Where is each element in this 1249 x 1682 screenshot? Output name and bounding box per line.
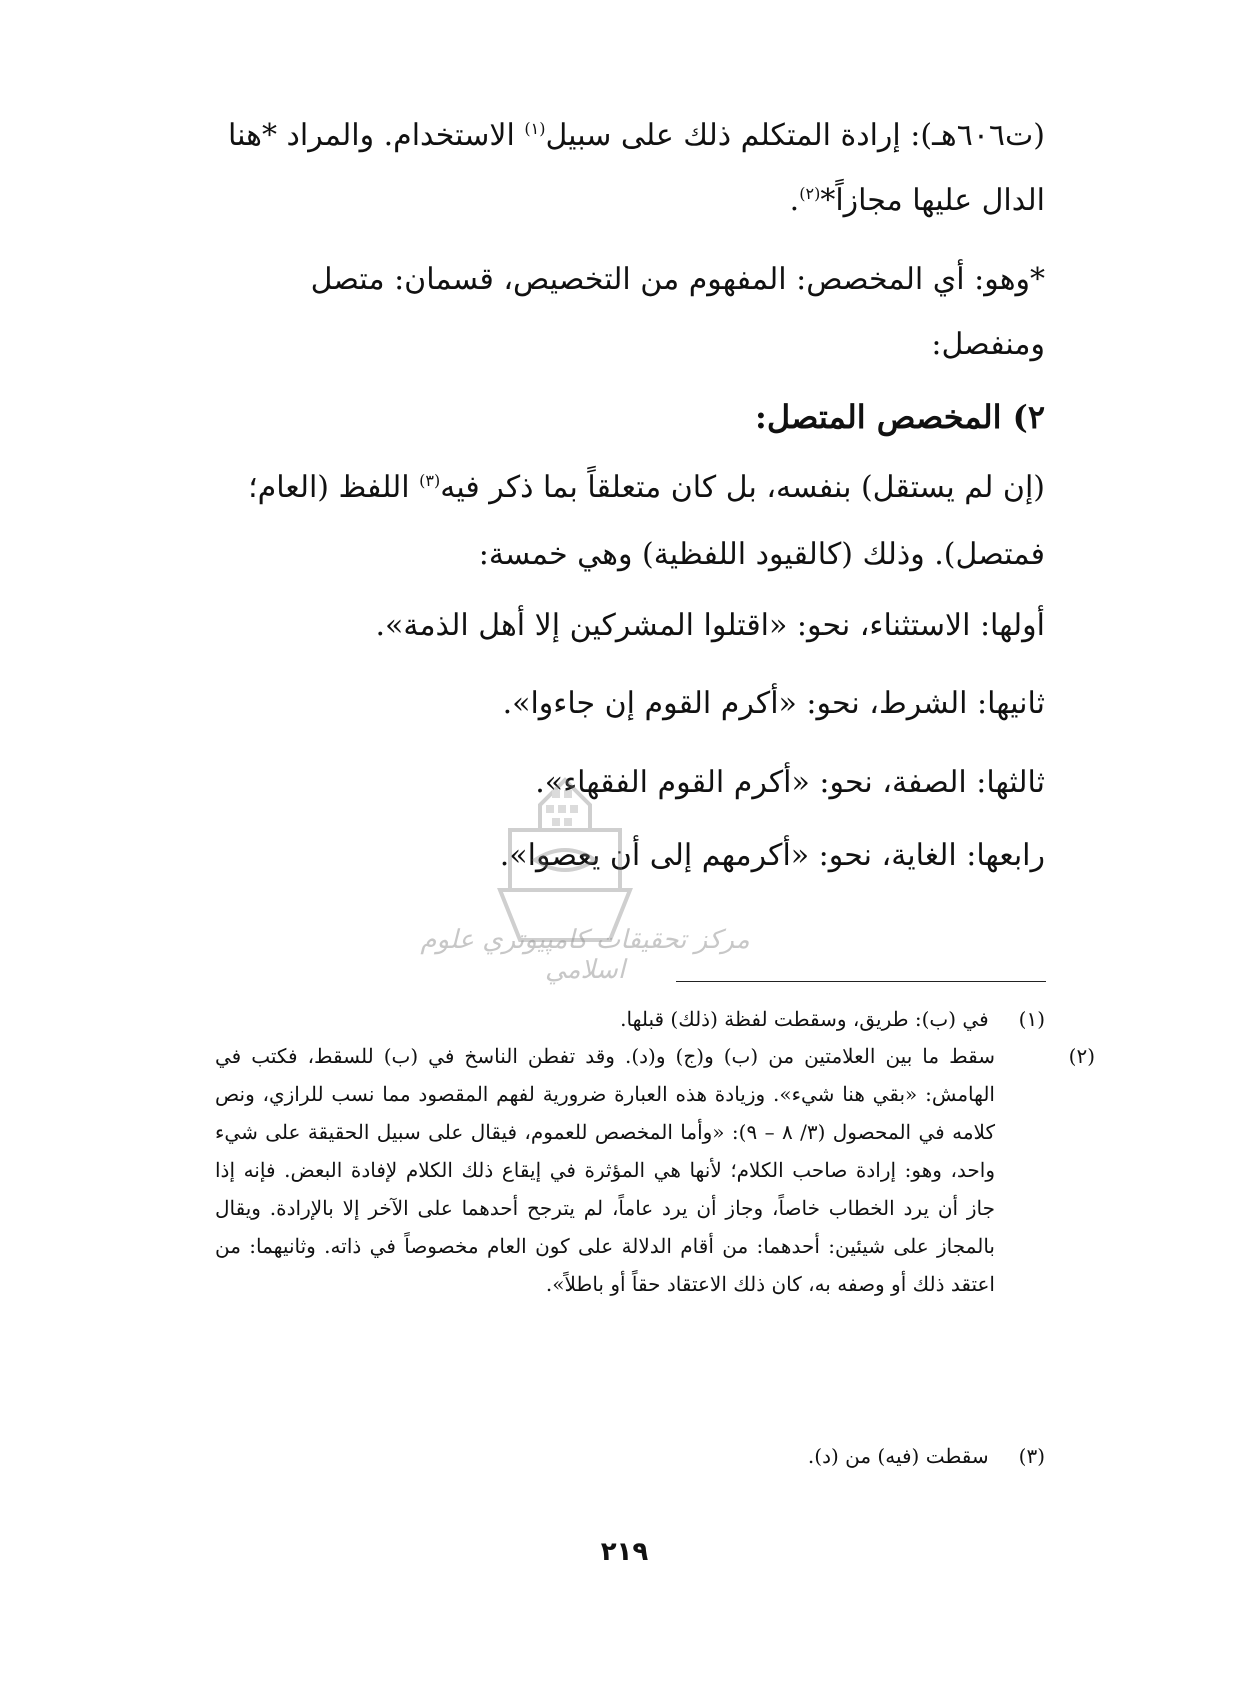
footnote-3 <box>215 1437 1045 1475</box>
p1-text-b: الاستخدام. والمراد *هنا <box>227 118 525 153</box>
footnote-1-number: (١) <box>1018 1007 1045 1031</box>
list-item-1 <box>375 608 1045 643</box>
paragraph-2-line-1 <box>311 262 1045 297</box>
paragraph-3-line-1 <box>248 470 1045 505</box>
item-2-text: ثانيها: الشرط، نحو: «أكرم القوم إن جاءوا». <box>502 686 1045 721</box>
paragraph-1-line-2 <box>790 183 1045 218</box>
p2-text-a: *وهو: أي المخصص: المفهوم من التخصيص، قسمان: متصل <box>310 262 1045 297</box>
p2-text-b: ومنفصل: <box>931 327 1045 362</box>
item-3-text: ثالثها: الصفة، نحو: «أكرم القوم الفقهاء». <box>535 765 1045 800</box>
section-heading <box>755 398 1045 436</box>
item-4-text: رابعها: الغاية، نحو: «أكرمهم إلى أن يعصوا». <box>499 838 1045 873</box>
footnote-3-text: سقطت (فيه) من (د). <box>807 1444 989 1468</box>
footnote-2-number: (٢) <box>1068 1044 1095 1068</box>
p1-text-c: الدال عليها مجازاً* <box>820 183 1045 218</box>
paragraph-3-line-2 <box>479 537 1045 572</box>
heading-text: ٢) المخصص المتصل: <box>755 398 1045 436</box>
p3-text-a: (إن لم يستقل) بنفسه، بل كان متعلقاً بما ذكر فيه <box>440 470 1045 505</box>
item-1-text: أولها: الاستثناء، نحو: «اقتلوا المشركين إلا أهل الذمة». <box>375 608 1045 643</box>
paragraph-1-line-1 <box>228 118 1045 153</box>
watermark-text: مركز تحقيقات كامپيوتري علوم اسلامي <box>420 925 750 985</box>
list-item-2 <box>503 686 1045 721</box>
footnote-2-text: سقط ما بين العلامتين من (ب) و(ج) و(د). وقد تفطن الناسخ في (ب) للسقط، فكتب في الهامش: «بقي هنا شيء». وزيادة هذه العبارة ضرورية لفهم المقصود مما نسب للرازي، ونص كلامه في المحصول (٣/ ٨ – ٩): «وأما المخصص للعموم، فيقال على سبيل الحقيقة على شيء واحد، وهو: إرادة صاحب الكلام؛ لأنها هي المؤثرة في إيقاع ذلك الكلام لإفادة البعض. فإنه إذا جاز أن يرد الخطاب خاصاً، وجاز أن يرد عاماً، لم يترجح أحدهما على الآخر إلا بالإرادة. ويقال بالمجاز على شيئين: أحدهما: من أقام الدلالة على كون العام مخصوصاً في ذاته. وثانيهما: من اعتقد ذلك أو وصفه به، كان ذلك الاعتقاد حقاً أو باطلاً». <box>215 1044 995 1296</box>
p1-text-a: (ت٦٠٦هـ): إرادة المتكلم ذلك على سبيل <box>545 118 1045 153</box>
p1-text-d: . <box>789 183 800 218</box>
p3-text-b: اللفظ (العام؛ <box>248 470 420 505</box>
page-number: ٢١٩ <box>600 1537 649 1567</box>
footnote-ref-3: (٣) <box>419 471 441 490</box>
footnote-1 <box>215 1000 1045 1038</box>
p3-text-c: فمتصل). وذلك (كالقيود اللفظية) وهي خمسة: <box>478 537 1045 572</box>
footnote-1-text: في (ب): طريق، وسقطت لفظة (ذلك) قبلها. <box>620 1007 989 1031</box>
footnote-3-number: (٣) <box>1018 1444 1045 1468</box>
footnote-ref-2: (٢) <box>799 184 821 203</box>
paragraph-2-line-2 <box>931 327 1045 362</box>
footnote-ref-1: (١) <box>524 119 546 138</box>
footnote-2 <box>215 1037 1095 1303</box>
footnote-separator <box>676 981 1046 982</box>
